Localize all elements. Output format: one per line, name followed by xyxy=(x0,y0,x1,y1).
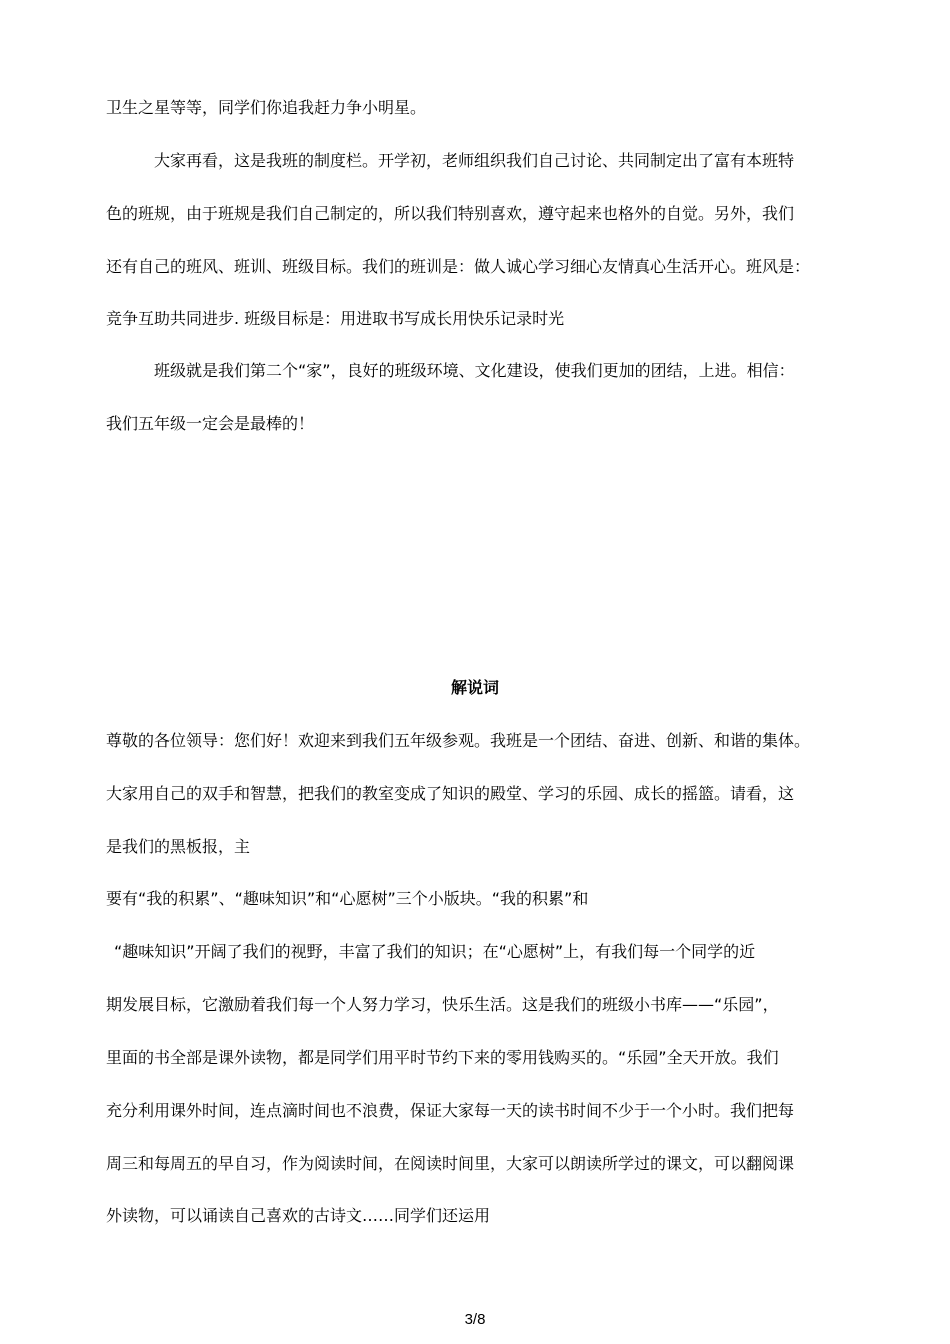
section-title: 解说词 xyxy=(450,678,499,697)
paragraph-line: 大家用自己的双手和智慧，把我们的教室变成了知识的殿堂、学习的乐园、成长的摇篮。请看，这 xyxy=(106,784,795,803)
paragraph-line: 竞争互助共同进步. 班级目标是：用进取书写成长用快乐记录时光 xyxy=(106,309,565,328)
paragraph-line: 班级就是我们第二个“家”，良好的班级环境、文化建设，使我们更加的团结，上进。相信： xyxy=(154,361,795,380)
paragraph-line: 周三和每周五的早自习，作为阅读时间，在阅读时间里，大家可以朗读所学过的课文，可以翻阅课 xyxy=(106,1154,795,1173)
paragraph-line: 充分利用课外时间，连点滴时间也不浪费，保证大家每一天的读书时间不少于一个小时。我们把每 xyxy=(106,1101,795,1120)
paragraph-line: 我们五年级一定会是最棒的！ xyxy=(106,414,315,433)
paragraph-line: 大家再看，这是我班的制度栏。开学初，老师组织我们自己讨论、共同制定出了富有本班特 xyxy=(154,151,795,170)
paragraph-line: 还有自己的班风、班训、班级目标。我们的班训是：做人诚心学习细心友情真心生活开心。班风是： xyxy=(106,257,811,276)
paragraph-line: 外读物，可以诵读自己喜欢的古诗文……同学们还运用 xyxy=(106,1206,491,1225)
paragraph-line: 色的班规，由于班规是我们自己制定的，所以我们特别喜欢，遵守起来也格外的自觉。另外，我们 xyxy=(106,204,795,223)
paragraph-line: 期发展目标，它激励着我们每一个人努力学习，快乐生活。这是我们的班级小书库——“乐园”， xyxy=(106,995,779,1014)
paragraph-line: 是我们的黑板报，主 xyxy=(106,837,251,856)
paragraph-line: 尊敬的各位领导：您们好！欢迎来到我们五年级参观。我班是一个团结、奋进、创新、和谐的集体。 xyxy=(106,731,811,750)
paragraph-line: 要有“我的积累”、“趣味知识”和“心愿树”三个小版块。“我的积累”和 xyxy=(106,889,589,908)
paragraph-line: 卫生之星等等，同学们你追我赶力争小明星。 xyxy=(106,98,427,117)
paragraph-line: 里面的书全部是课外读物，都是同学们用平时节约下来的零用钱购买的。“乐园”全天开放。我们 xyxy=(106,1048,779,1067)
paragraph-line: “趣味知识”开阔了我们的视野，丰富了我们的知识；在“心愿树”上，有我们每一个同学的近 xyxy=(114,942,756,961)
page-number: 3/8 xyxy=(464,1311,486,1328)
